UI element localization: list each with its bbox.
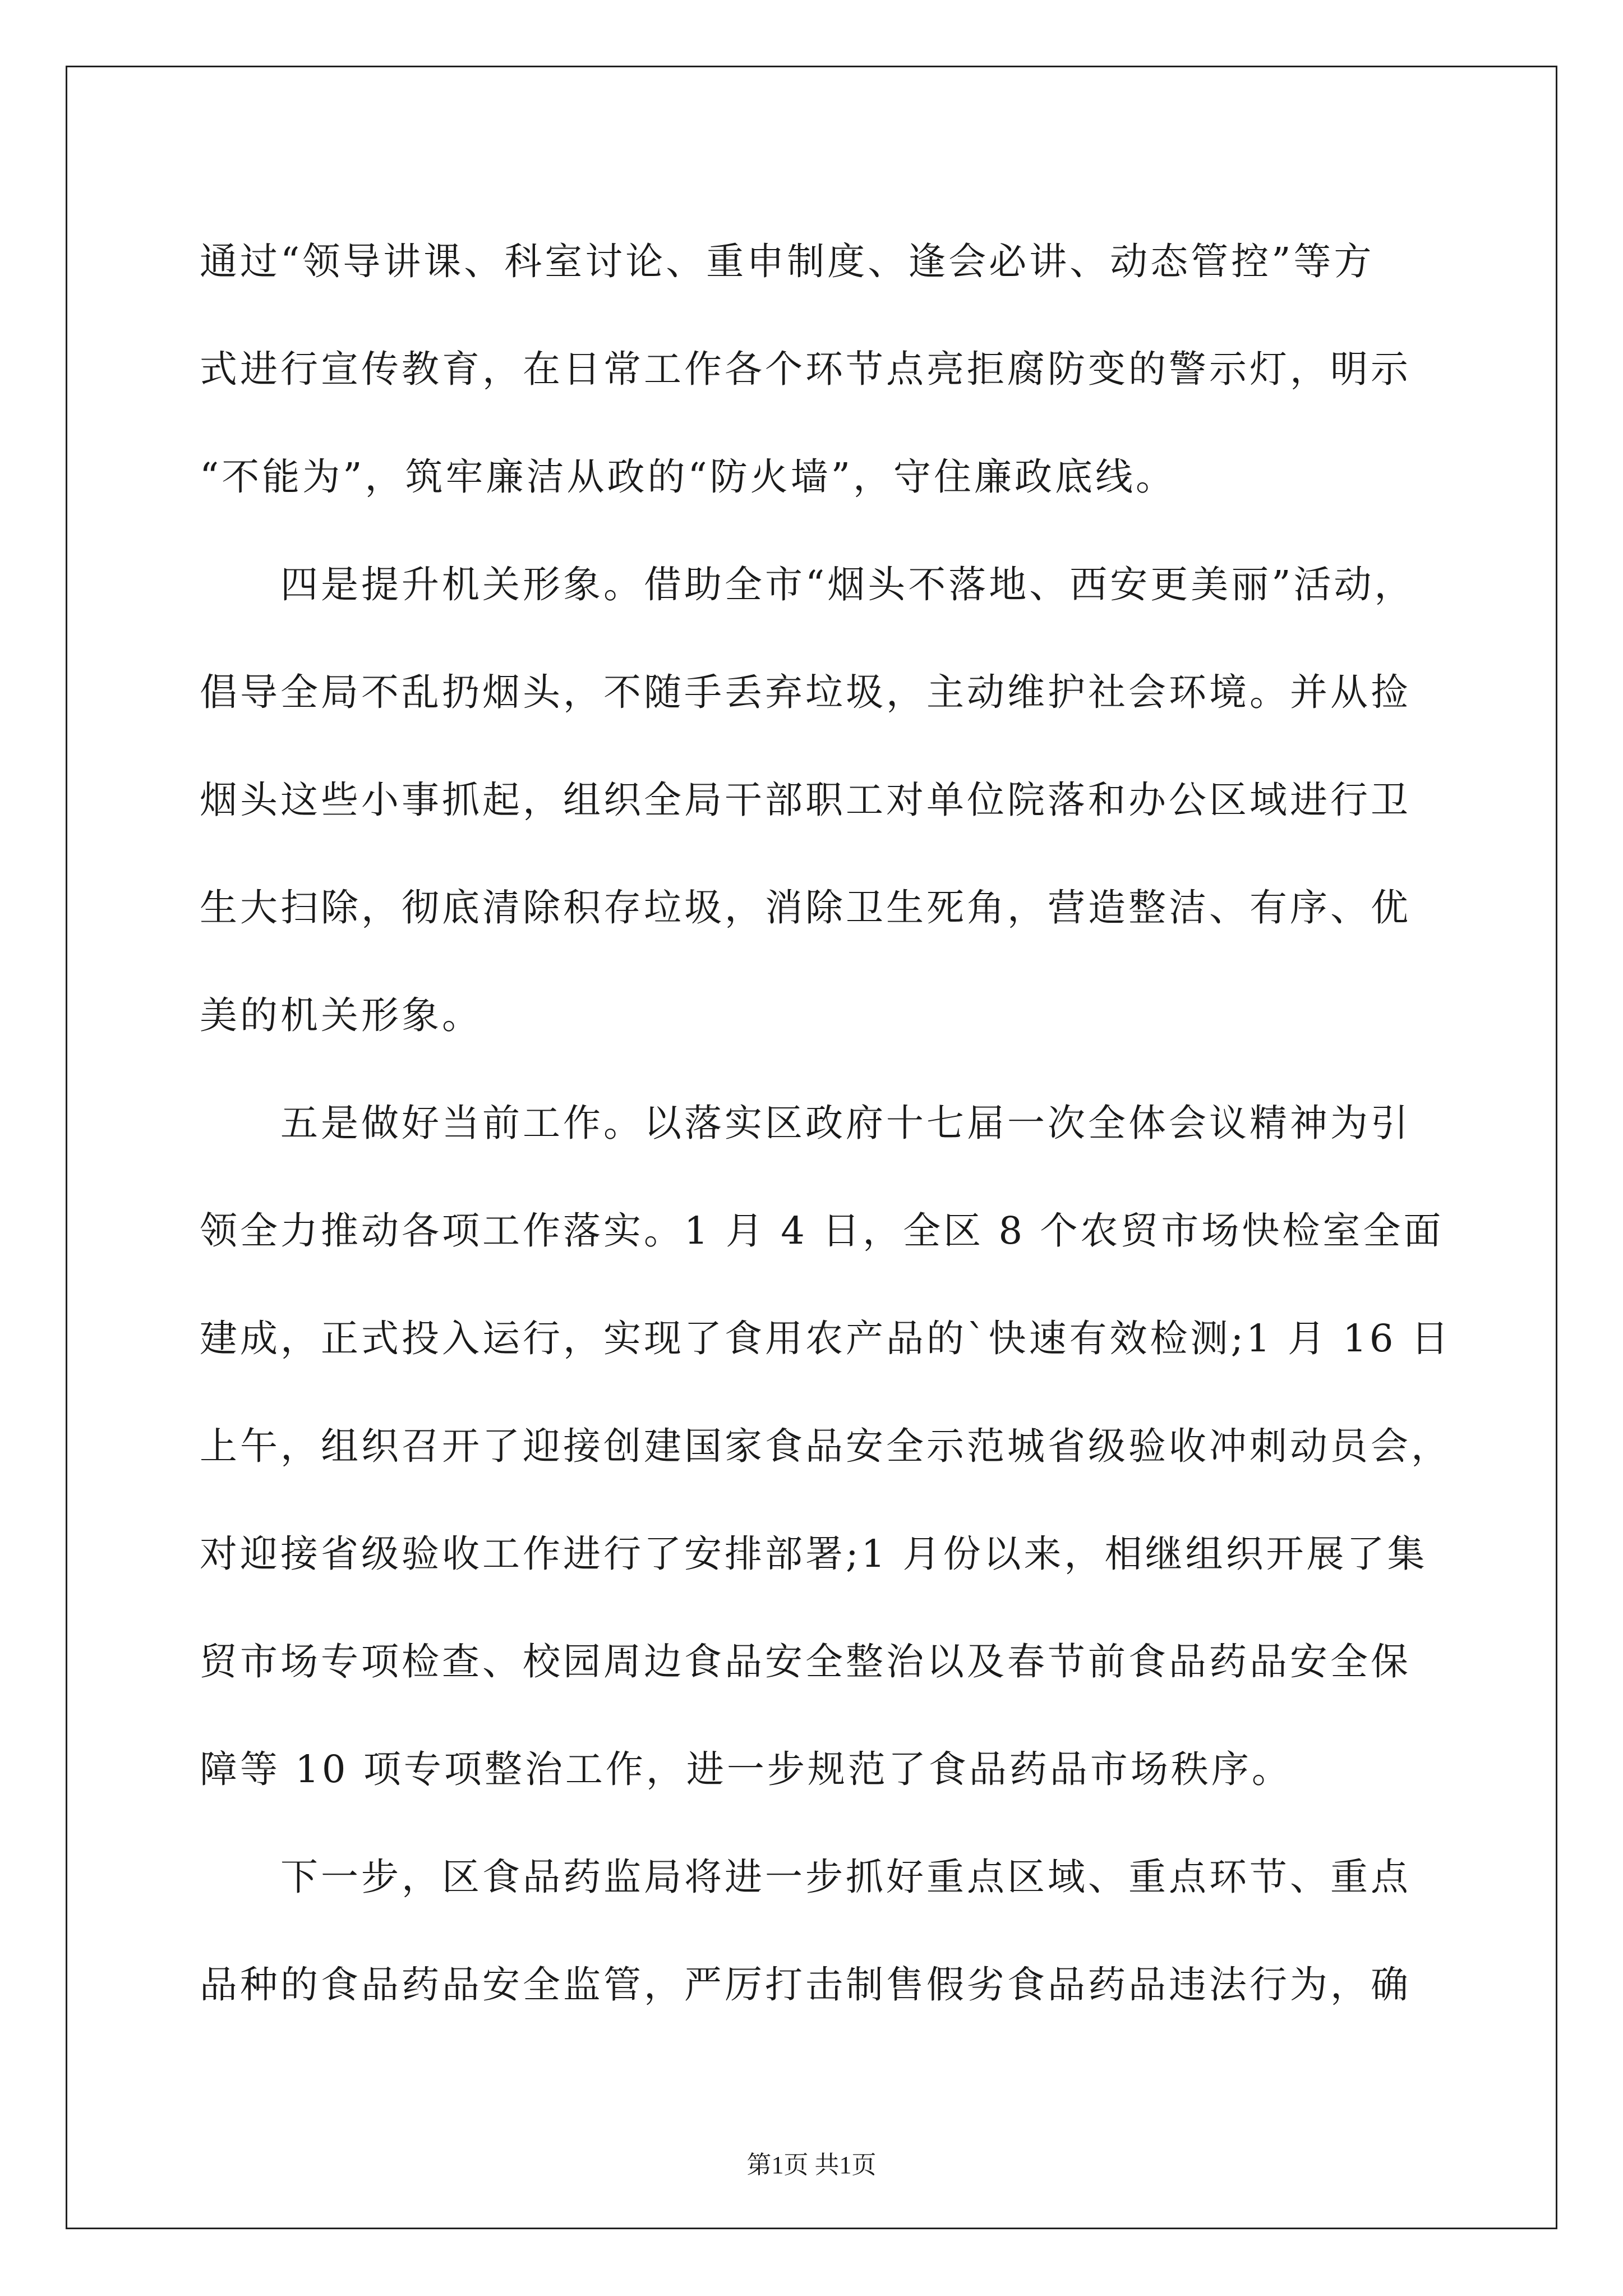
paragraph-start-line: 五是做好当前工作。以落实区政府十七届一次全体会议精神为引 [280,1101,1411,1145]
text-line: 生大扫除，彻底清除积存垃圾，消除卫生死角，营造整洁、有序、优 [200,886,1411,930]
text-line: 领全力推动各项工作落实。1 月 4 日，全区 8 个农贸市场快检室全面 [200,1209,1444,1253]
text-line: 品种的食品药品安全监管，严厉打击制售假劣食品药品违法行为，确 [200,1963,1411,2007]
text-line: 美的机关形象。 [200,993,482,1037]
text-line: 障等 10 项专项整治工作，进一步规范了食品药品市场秩序。 [200,1747,1292,1791]
text-line: 上午，组织召开了迎接创建国家食品安全示范城省级验收冲刺动员会， [200,1424,1451,1468]
paragraph-start-line: 下一步，区食品药监局将进一步抓好重点区域、重点环节、重点 [280,1855,1411,1899]
text-line: 通过“领导讲课、科室讨论、重申制度、逢会必讲、动态管控”等方 [200,240,1375,283]
page-footer: 第1页 共1页 [746,2151,877,2179]
text-line: 对迎接省级验收工作进行了安排部署;1 月份以来，相继组织开展了集 [200,1532,1428,1576]
text-line: 式进行宣传教育，在日常工作各个环节点亮拒腐防变的警示灯，明示 [200,347,1411,391]
text-line: 建成，正式投入运行，实现了食用农产品的`快速有效检测;1 月 16 日 [200,1317,1451,1360]
text-line: “不能为”，筑牢廉洁从政的“防火墙”，守住廉政底线。 [200,455,1177,499]
text-line: 烟头这些小事抓起，组织全局干部职工对单位院落和办公区域进行卫 [200,778,1411,822]
text-line: 贸市场专项检查、校园周边食品安全整治以及春节前食品药品安全保 [200,1640,1411,1683]
text-line: 倡导全局不乱扔烟头，不随手丢弃垃圾，主动维护社会环境。并从捡 [200,670,1411,714]
document-body [200,208,1451,2039]
paragraph-start-line: 四是提升机关形象。借助全市“烟头不落地、西安更美丽”活动， [280,563,1415,606]
